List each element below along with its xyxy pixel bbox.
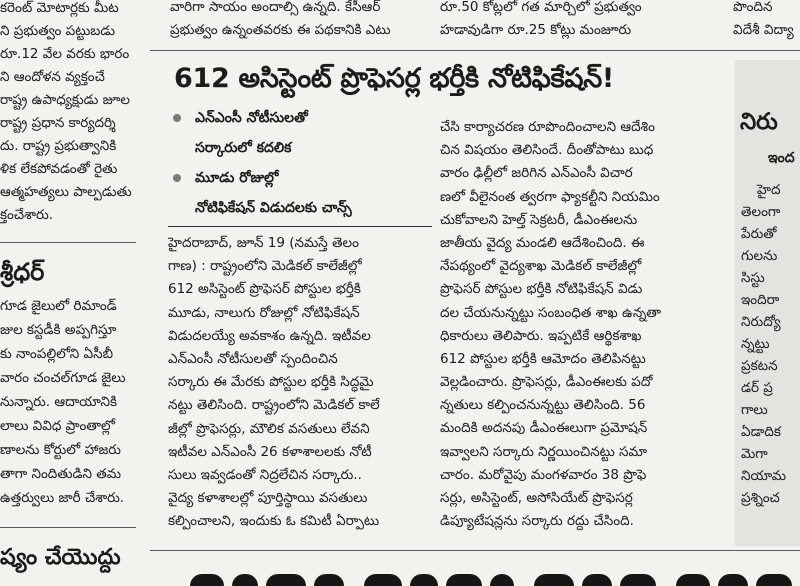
text-line: వారిగా సాయం అందాల్సి ఉన్నది. కేసీఆర్ bbox=[170, 0, 381, 15]
text-line: రాష్ట్ర ప్రధాన కార్యదర్శి bbox=[0, 115, 116, 131]
bullet-text: మూడు రోజుల్లో bbox=[195, 170, 279, 186]
text-line: రాష్ట్ర ఉపాధ్యక్షుడు జూల bbox=[0, 92, 130, 108]
text-line: చిన విషయం తెలిసిందే. దీంతోపాటు బుధ bbox=[440, 142, 654, 159]
text-line: హడావుడిగా రూ.25 కోట్లు మంజూరు bbox=[440, 22, 632, 38]
text-line: న్నట్టు bbox=[741, 336, 770, 352]
glyph-fragment bbox=[190, 574, 224, 586]
text-line: గాలు bbox=[741, 402, 768, 418]
article-heading: ష్యం చేయొద్దు bbox=[0, 545, 121, 570]
text-line: హైదరాబాద్, జూన్ 19 (నమస్తే తెలం bbox=[168, 235, 359, 251]
text-line: తెలంగా bbox=[741, 204, 781, 220]
main-headline: 612 అసిస్టెంట్ ప్రొఫెసర్ల భర్తీకి నోటిఫికేషన్! bbox=[174, 63, 614, 94]
text-line: పొందిన bbox=[733, 0, 773, 15]
text-line: దల చేయనున్నట్టు సంబంధిత శాఖ ఉన్నతా bbox=[440, 304, 662, 321]
text-line: సులు ఇవ్వడంతో నిద్రలేచిన సర్కారు.. bbox=[168, 466, 362, 483]
glyph-fragment bbox=[490, 574, 514, 586]
text-line: క్తంచేశారు. bbox=[0, 207, 54, 223]
top-divider bbox=[150, 50, 800, 51]
text-line: ప్రశ్నించ bbox=[741, 490, 780, 506]
bullet-line bbox=[168, 193, 432, 223]
sidebar-heading: నిరు bbox=[740, 109, 778, 135]
left-divider-2 bbox=[0, 527, 136, 528]
sidebar-box bbox=[735, 60, 800, 546]
text-line: ఇందిరా bbox=[741, 292, 780, 308]
text-line: వారం చంచల్‌గూడ జైలు bbox=[0, 370, 126, 386]
text-line: విదేశీ విద్యా bbox=[733, 22, 794, 38]
text-line: జుల కస్టడీకి అప్పగిస్తూ bbox=[0, 322, 117, 338]
text-line: కరెంట్ మోటార్లకు మీట bbox=[0, 0, 119, 16]
text-line: మూడు, నాలుగు రోజుల్లో నోటిఫికేషన్ bbox=[168, 304, 360, 321]
text-line: ఆత్మహత్యలు పాల్పడుతు bbox=[0, 184, 132, 200]
bottom-divider bbox=[150, 550, 800, 551]
glyph-fragment bbox=[582, 574, 612, 586]
text-line: చేసి కార్యాచరణ రూపొందించాలని ఆదేశిం bbox=[440, 119, 655, 135]
text-line: ఇటీవల ఎన్ఎంసీ 26 కళాశాలలకు నోటీ bbox=[168, 443, 372, 460]
text-line: ప్రభుత్వం ఉన్నంతవరకు ఈ పథకానికి ఎటు bbox=[170, 22, 391, 38]
text-line: కల్పించాలని, ఇందుకు ఓ కమిటీ ఏర్పాటు bbox=[168, 513, 380, 530]
text-line: జీల్లో ప్రొఫెసర్లు, మౌలిక వసతులు లేవని bbox=[168, 420, 370, 437]
article-heading: శ్రీధర్ bbox=[0, 258, 45, 286]
top-strip-right bbox=[733, 0, 800, 44]
text-line: మెగా bbox=[741, 446, 768, 462]
text-line: తాగా నిందితుడిని తమ bbox=[0, 466, 122, 482]
text-line: జాతీయ వైద్య మండలి ఆదేశించింది. ఈ bbox=[440, 234, 645, 251]
left-article-3 bbox=[0, 538, 138, 578]
bullets-underline bbox=[168, 226, 432, 227]
text-line: నియామ bbox=[741, 468, 787, 484]
bullet-text: ఎన్ఎంసీ నోటీసులతో bbox=[195, 110, 308, 126]
top-strip-center-left bbox=[170, 0, 432, 44]
text-line: సిస్టు bbox=[741, 270, 765, 286]
text-line: 612 పోస్టుల భర్తీకి ఆమోదం తెలిపినట్టు bbox=[440, 350, 646, 367]
glyph-fragment bbox=[676, 574, 710, 586]
text-line: ఇవ్వాలని సర్కారు నిర్ణయించినట్టు సమా bbox=[440, 443, 648, 460]
text-line: హైద bbox=[757, 182, 781, 198]
text-line: నేపథ్యంలో వైద్యశాఖ మెడికల్ కాలేజీల్లో bbox=[440, 258, 642, 275]
glyph-fragment bbox=[266, 574, 306, 586]
glyph-fragment bbox=[718, 574, 748, 586]
left-divider-1 bbox=[0, 242, 136, 243]
text-line: డర్ ప్ర bbox=[741, 380, 773, 396]
highlight-bullets bbox=[168, 103, 432, 229]
text-line: రూ.50 కోట్లలో గత మార్చిలో ప్రభుత్వం bbox=[440, 0, 642, 15]
text-line: ణాలను కోర్టులో హాజరు bbox=[0, 442, 121, 458]
text-line: నిరుద్యో bbox=[741, 314, 781, 330]
text-line: న్నతులు కల్పించనున్నట్టు తెలిసింది. 56 bbox=[440, 397, 646, 414]
glyph-fragment bbox=[410, 574, 438, 586]
text-line: ప్రొఫెసర్ పోస్టుల భర్తీకి నోటిఫికేషన్ విడు bbox=[440, 281, 643, 298]
text-line: ని ఆందోళన వ్యక్తంచే bbox=[0, 69, 105, 85]
sidebar-subheading: ఇంద bbox=[768, 150, 795, 166]
cut-off-headline bbox=[190, 566, 796, 586]
top-strip-center-right bbox=[440, 0, 724, 44]
text-line: ని ప్రభుత్వం పట్టుబడు bbox=[0, 23, 116, 39]
text-line: 612 అసిస్టెంట్ ప్రొఫెసర్ పోస్టుల భర్తీకి bbox=[168, 281, 361, 298]
text-line: సర్లు, అసిస్టెంట్, అసోసియేట్ ప్రొఫెసర్ల bbox=[440, 490, 633, 506]
text-line: చుకోవాలని హెల్త్ సెక్రటరీ, డీఎంఈలను bbox=[440, 211, 638, 228]
text-line: దు. రాష్ట్ర ప్రభుత్వానికి bbox=[0, 138, 117, 154]
text-line: మందికి అదనపు డీఎంఈలుగా ప్రమోషన్ bbox=[440, 420, 648, 437]
bullet-text: సర్కారులో కదలిక bbox=[195, 140, 292, 156]
text-line: చారం. మరోవైపు మంగళవారం 38 ప్రొఫె bbox=[440, 466, 647, 483]
sidebar-body bbox=[741, 179, 800, 509]
glyph-fragment bbox=[620, 574, 656, 586]
text-line: పేరుతో bbox=[741, 226, 777, 242]
bullet-line bbox=[168, 163, 432, 193]
bullet-line bbox=[168, 103, 432, 133]
text-line: కు నాంపల్లిలోని ఏసీబీ bbox=[0, 346, 114, 362]
bullet-dot-icon bbox=[173, 174, 181, 182]
glyph-fragment bbox=[364, 574, 402, 586]
glyph-fragment bbox=[534, 574, 574, 586]
text-line: నున్నారు. ఆదాయానికి bbox=[0, 394, 117, 410]
text-line: ధికారులు తెలిపారు. ఇప్పటికే ఆర్థికశాఖ bbox=[440, 327, 642, 344]
text-line: వెల్లడించారు. ప్రొఫెసర్లు, డీఎంఈలకు పదో bbox=[440, 374, 653, 391]
text-line: డిప్యూటేషన్లను సర్కారు రద్దు చేసింది. bbox=[440, 513, 634, 530]
text-line: వైద్య కళాశాలల్లో పూర్తిస్థాయి వసతులు bbox=[168, 490, 368, 507]
bullet-dot-icon bbox=[173, 114, 181, 122]
text-line: గులను bbox=[741, 248, 778, 264]
left-article-1 bbox=[0, 0, 138, 233]
bullet-text: నోటిఫికేషన్ విడుదలకు చాన్స్ bbox=[195, 200, 352, 216]
text-line: ఎన్ఎంసీ నోటీసులతో స్పందించిన bbox=[168, 350, 338, 367]
glyph-fragment bbox=[314, 574, 344, 586]
glyph-fragment bbox=[756, 574, 792, 586]
text-line: రూ.12 వేల వరకు భారం bbox=[0, 46, 130, 62]
text-line: ళిక లేకపోవడంతో రైతు bbox=[0, 161, 118, 177]
text-line: సర్కారు ఈ మేరకు పోస్టుల భర్తీకి సిద్ధమై bbox=[168, 374, 374, 391]
article-body-column-2 bbox=[440, 116, 724, 536]
text-line: ఉత్తర్వులు జారీ చేశారు. bbox=[0, 490, 125, 506]
text-line: వారం ఢిల్లీలో జరిగిన ఎన్ఎంసీ విచార bbox=[440, 165, 633, 182]
text-line: ఏడాదిక bbox=[741, 424, 781, 440]
text-line: గాణ) : రాష్ట్రంలోని మెడికల్ కాలేజీల్లో bbox=[168, 258, 362, 275]
bullet-line bbox=[168, 133, 432, 163]
left-article-2 bbox=[0, 250, 138, 520]
glyph-fragment bbox=[232, 574, 258, 586]
text-line: ప్రకటన bbox=[741, 358, 778, 374]
text-line: నట్టు తెలిసింది. రాష్ట్రంలోని మెడికల్ కాలే bbox=[168, 397, 380, 414]
text-line: ణలో వీలైనంత త్వరగా ఫ్యాకల్టీని నియమిం bbox=[440, 188, 660, 205]
text-line: లాలు వివిధ ప్రాంతాల్లో bbox=[0, 418, 115, 434]
text-line: విడుదలయ్యే అవకాశం ఉన్నది. ఇటీవల bbox=[168, 327, 371, 344]
text-line: గూడ జైలులో రిమాండ్ bbox=[0, 298, 117, 314]
glyph-fragment bbox=[446, 574, 482, 586]
article-body-column-1 bbox=[168, 232, 432, 534]
